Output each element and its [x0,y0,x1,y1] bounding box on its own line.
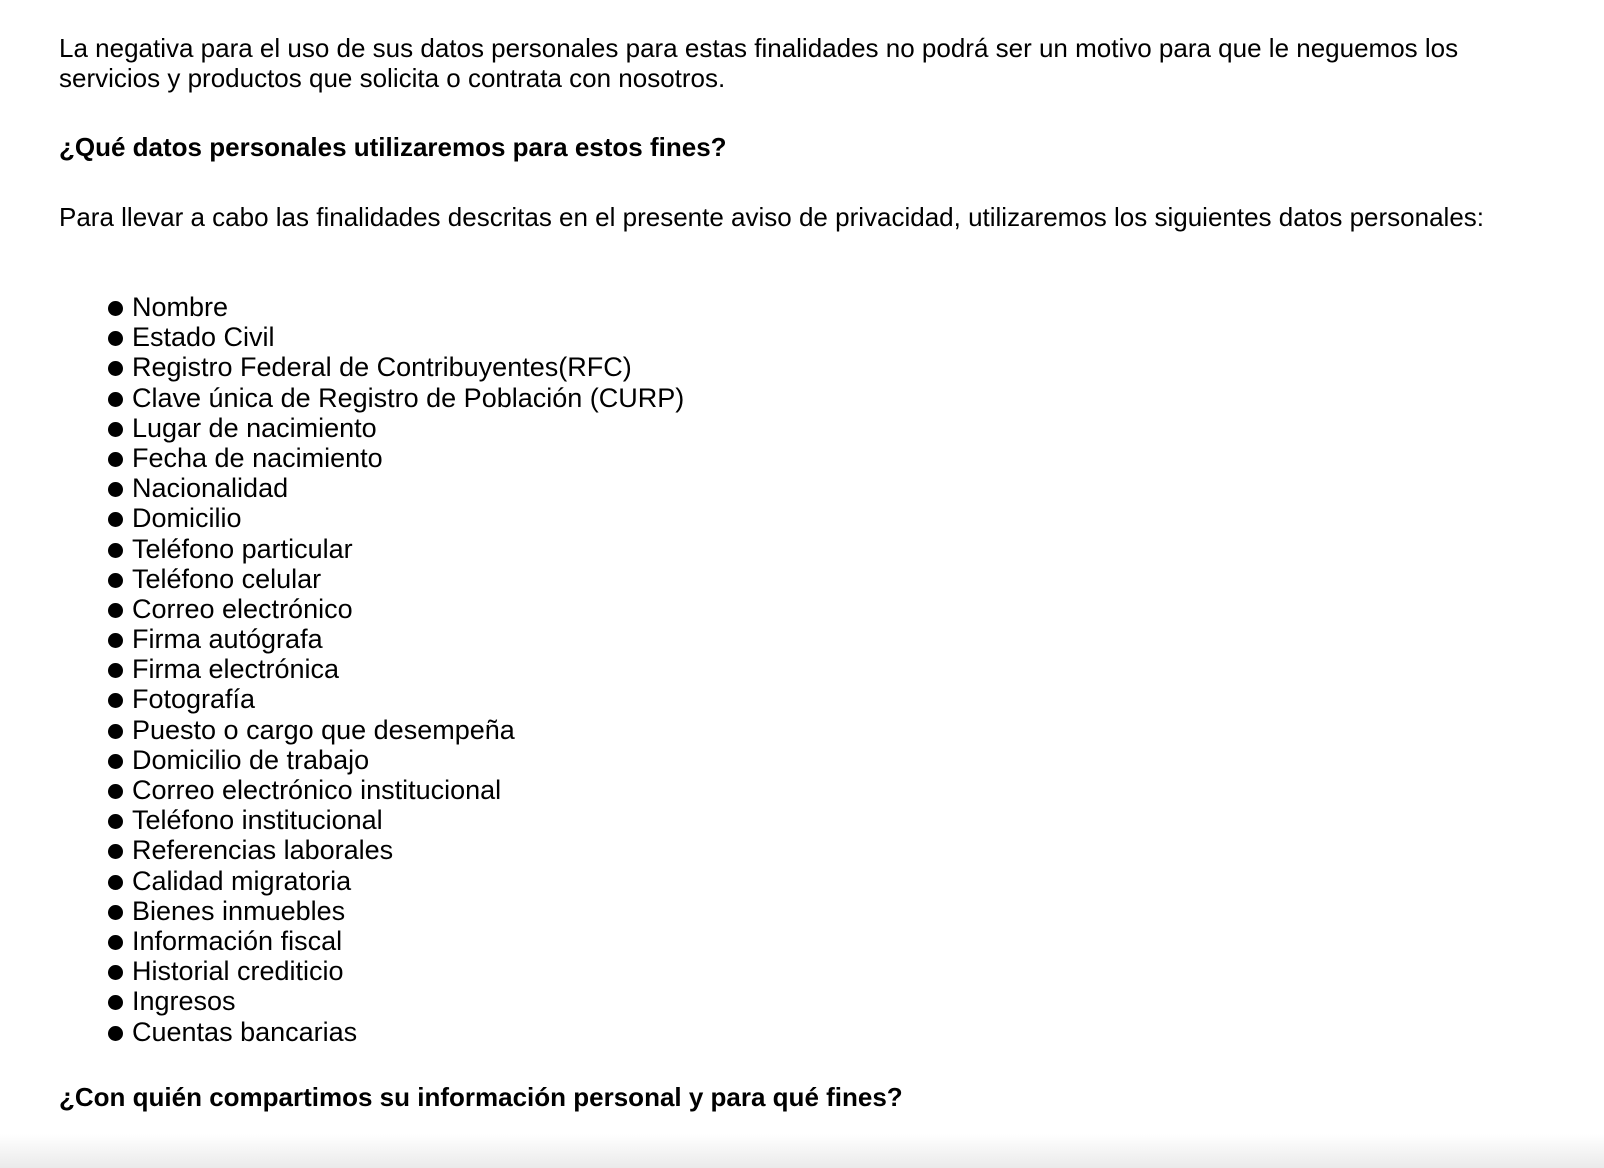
list-item [106,292,684,322]
list-item-label: Bienes inmuebles [132,895,346,926]
list-item [106,654,684,684]
list-item [106,986,684,1016]
list-item [106,534,684,564]
heading-compartimos: ¿Con quién compartimos su información personal y para qué fines? [59,1082,903,1112]
list-item-label: Correo electrónico [132,593,353,624]
list-item [106,1017,684,1047]
list-item-label: Lugar de nacimiento [132,412,377,443]
bullet-icon [108,603,123,618]
bullet-icon [108,482,123,497]
list-item-label: Teléfono particular [132,533,353,564]
bullet-icon [108,693,123,708]
datos-personales-list [106,292,684,1047]
bullet-icon [108,392,123,407]
bullet-icon [108,724,123,739]
list-item-label: Referencias laborales [132,835,394,866]
list-item-label: Estado Civil [132,322,275,353]
list-item [106,684,684,714]
list-item [106,503,684,533]
list-item-label: Domicilio [132,503,242,534]
bullet-icon [108,663,123,678]
list-item-label: Fotografía [132,684,256,715]
bullet-icon [108,754,123,769]
list-item [106,594,684,624]
list-item-label: Fecha de nacimiento [132,442,383,473]
list-item-label: Firma autógrafa [132,624,323,655]
list-item-label: Correo electrónico institucional [132,775,502,805]
list-item [106,352,684,382]
list-item-label: Firma electrónica [132,654,340,685]
list-item [106,956,684,986]
bullet-icon [108,633,123,648]
bullet-icon [108,512,123,527]
bullet-icon [108,965,123,980]
bullet-icon [108,995,123,1010]
list-item [106,805,684,835]
list-item [106,473,684,503]
list-item-label: Teléfono institucional [132,805,383,836]
bullet-icon [108,875,123,890]
bullet-icon [108,1026,123,1041]
list-item-label: Teléfono celular [132,563,322,594]
paragraph-datos-personales: Para llevar a cabo las finalidades descritas en el presente aviso de privacidad, utilizaremos los siguientes datos personales: [59,202,1485,232]
list-item [106,745,684,775]
list-item-label: Información fiscal [132,925,343,956]
list-item [106,926,684,956]
bullet-icon [108,784,123,799]
bullet-icon [108,301,123,316]
list-item [106,413,684,443]
list-item-label: Historial crediticio [132,956,344,987]
bullet-icon [108,361,123,376]
list-item [106,835,684,865]
list-item [106,443,684,473]
list-item-label: Domicilio de trabajo [132,744,370,775]
list-item-label: Cuentas bancarias [132,1016,358,1047]
list-item-label: Calidad migratoria [132,865,352,896]
list-item-label: Nombre [132,292,229,322]
list-item [106,624,684,654]
list-item-label: Clave única de Registro de Población (CURP) [132,382,685,413]
list-item-label: Ingresos [132,986,236,1017]
bullet-icon [108,543,123,558]
bullet-icon [108,844,123,859]
list-item [106,564,684,594]
page-bottom-shadow [0,1134,1604,1168]
list-item [106,383,684,413]
heading-datos-personales: ¿Qué datos personales utilizaremos para estos fines? [59,132,727,162]
bullet-icon [108,935,123,950]
bullet-icon [108,905,123,920]
list-item [106,715,684,745]
list-item [106,775,684,805]
list-item-label: Registro Federal de Contribuyentes(RFC) [132,352,632,383]
bullet-icon [108,573,123,588]
list-item [106,866,684,896]
bullet-icon [108,814,123,829]
list-item [106,322,684,352]
intro-paragraph: La negativa para el uso de sus datos personales para estas finalidades no podrá ser un motivo para que le neguemos los servicios y productos que solicita o contrata con nosotros. [59,33,1459,93]
bullet-icon [108,422,123,437]
bullet-icon [108,452,123,467]
list-item-label: Nacionalidad [132,473,289,504]
list-item [106,896,684,926]
bullet-icon [108,331,123,346]
list-item-label: Puesto o cargo que desempeña [132,714,515,745]
